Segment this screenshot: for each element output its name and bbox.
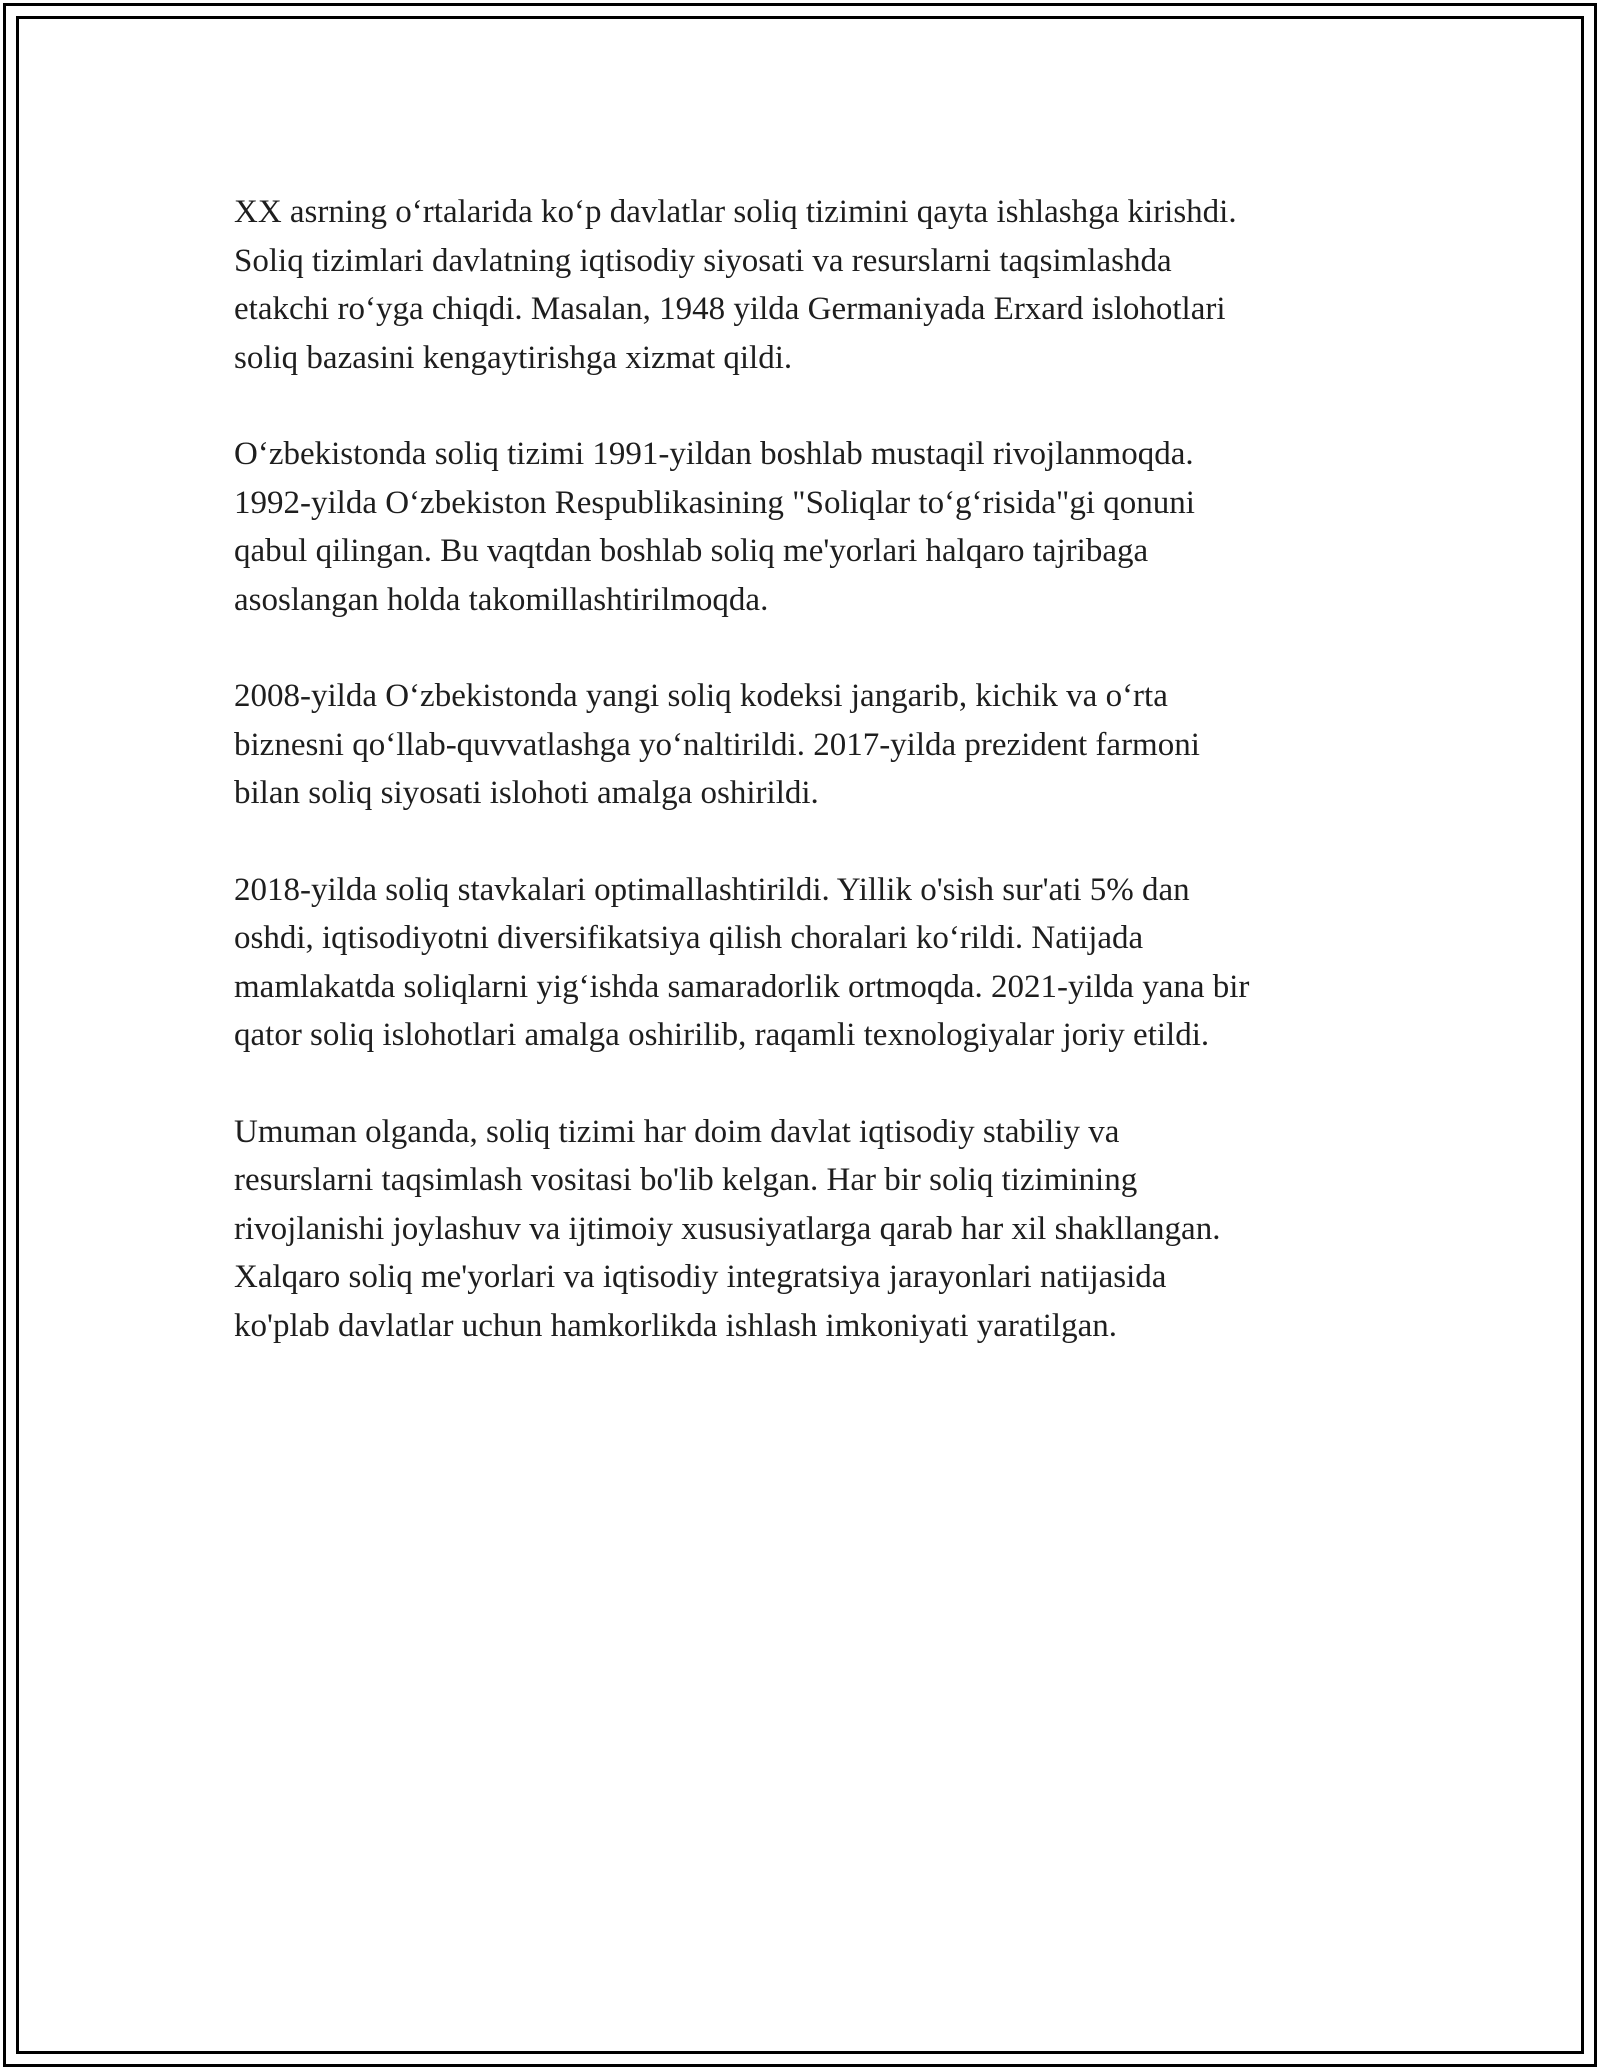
text-line: rivojlanishi joylashuv va ijtimoiy xususiyatlarga qarab har xil shakllangan. [234,1210,1221,1247]
text-line: soliq bazasini kengaytirishga xizmat qildi. [234,339,793,376]
text-line: etakchi ro‘yga chiqdi. Masalan, 1948 yilda Germaniyada Erxard islohotlari [234,291,1226,327]
text-line: XX asrning o‘rtalarida ko‘p davlatlar soliq tizimini qayta ishlashga kirishdi. [234,194,1237,230]
text-line: biznesni qo‘llab-quvvatlashga yo‘naltirildi. 2017-yilda prezident farmoni [234,726,1200,763]
text-line: ko'plab davlatlar uchun hamkorlikda ishlash imkoniyati yaratilgan. [234,1307,1117,1344]
paragraph-5 [234,1108,1374,1351]
text-line: Soliq tizimlari davlatning iqtisodiy siyosati va resurslarni taqsimlashda [234,242,1172,279]
text-line: 2018-yilda soliq stavkalari optimallashtirildi. Yillik o'sish sur'ati 5% dan [234,871,1190,908]
text-line: oshdi, iqtisodiyotni diversifikatsiya qilish choralari ko‘rildi. Natijada [234,920,1144,956]
text-line: 1992-yilda O‘zbekiston Respublikasining "Soliqlar to‘g‘risida"gi qonuni [234,484,1195,521]
text-line: O‘zbekistonda soliq tizimi 1991-yildan boshlab mustaqil rivojlanmoqda. [234,436,1194,472]
paragraph-4 [234,866,1374,1060]
text-line: Umuman olganda, soliq tizimi har doim davlat iqtisodiy stabiliy va [234,1113,1120,1150]
text-line: resurslarni taqsimlash vositasi bo'lib kelgan. Har bir soliq tizimining [234,1162,1138,1198]
text-line: mamlakatda soliqlarni yig‘ishda samaradorlik ortmoqda. 2021-yilda yana bir [234,968,1250,1005]
text-line: asoslangan holda takomillashtirilmoqda. [234,581,769,618]
text-line: 2008-yilda O‘zbekistonda yangi soliq kodeksi jangarib, kichik va o‘rta [234,678,1168,714]
paragraph-3 [234,672,1374,818]
text-line: Xalqaro soliq me'yorlari va iqtisodiy integratsiya jarayonlari natijasida [234,1259,1167,1295]
text-line: bilan soliq siyosati islohoti amalga oshirildi. [234,775,819,811]
text-line: qabul qilingan. Bu vaqtdan boshlab soliq me'yorlari halqaro tajribaga [234,533,1149,569]
paragraph-2 [234,430,1374,624]
text-line: qator soliq islohotlari amalga oshirilib, raqamli texnologiyalar joriy etildi. [234,1017,1210,1053]
paragraph-1 [234,188,1374,382]
document-body [234,188,1374,1398]
